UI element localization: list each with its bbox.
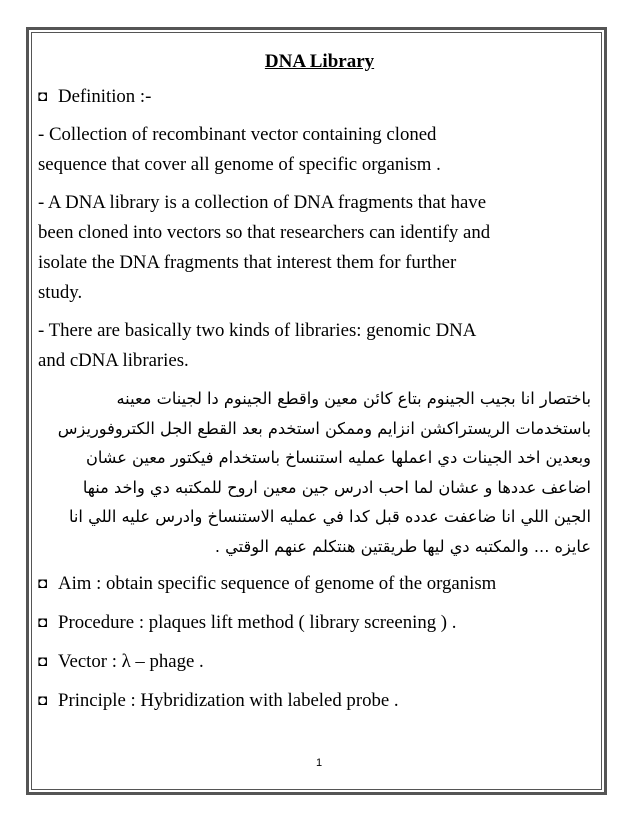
arabic-line: اضاعف عددها و عشان لما احب ادرس جين معين اروح للمكتبه دي واخد منها <box>82 477 591 497</box>
procedure-item: ◘ Procedure : plaques lift method ( library screening ) . <box>38 607 601 639</box>
arabic-explanation <box>38 384 601 561</box>
definition-paragraph-2 <box>38 188 601 308</box>
arabic-line: باختصار انا بجيب الجينوم بتاع كائن معين واقطع الجينوم دا لجينات معينه <box>116 389 591 408</box>
key-points-list <box>38 568 601 717</box>
aim-item: ◘ Aim : obtain specific sequence of genome of the organism <box>38 568 601 600</box>
text-line: - There are basically two kinds of libraries: genomic DNA <box>38 320 477 341</box>
text-line: - A DNA library is a collection of DNA fragments that have <box>38 192 487 213</box>
bullet-icon: ◘ <box>38 89 48 105</box>
page-number: 1 <box>315 757 323 769</box>
principle-item: ◘ Principle : Hybridization with labeled probe . <box>38 685 601 717</box>
definition-paragraph-3 <box>38 316 601 376</box>
document-body <box>38 48 601 717</box>
arabic-line: الجين اللي انا ضاعفت عدده قبل كدا في عمليه الاستنساخ وادرس عليه اللي انا <box>69 507 591 526</box>
bullet-icon: ◘ <box>38 576 48 592</box>
definition-paragraph-1 <box>38 120 601 180</box>
text-line: and cDNA libraries. <box>38 350 189 371</box>
text-line: - Collection of recombinant vector containing cloned <box>38 124 437 145</box>
text-line: been cloned into vectors so that researchers can identify and <box>38 222 491 243</box>
vector-item: ◘ Vector : λ – phage . <box>38 646 601 678</box>
page-title: DNA Library <box>264 51 375 72</box>
bullet-icon: ◘ <box>38 615 48 631</box>
arabic-line: عايزه ... والمكتبه دي ليها طريقتين هنتكلم عنهم الوقتي . <box>214 536 591 556</box>
text-line: isolate the DNA fragments that interest them for further <box>38 252 457 273</box>
bullet-icon: ◘ <box>38 654 48 670</box>
definition-heading: ◘ Definition :- <box>38 82 601 112</box>
arabic-line: وبعدين اخد الجينات دي اعملها عمليه استنساخ باستخدام فيكتور معين عشان <box>85 448 591 467</box>
text-line: study. <box>38 282 83 303</box>
text-line: sequence that cover all genome of specific organism . <box>38 154 441 175</box>
arabic-line: باستخدمات الريستراكشن انزايم وممكن استخدم بعد القطع الجل الكتروفوريزس <box>57 418 591 438</box>
bullet-icon: ◘ <box>38 693 48 709</box>
